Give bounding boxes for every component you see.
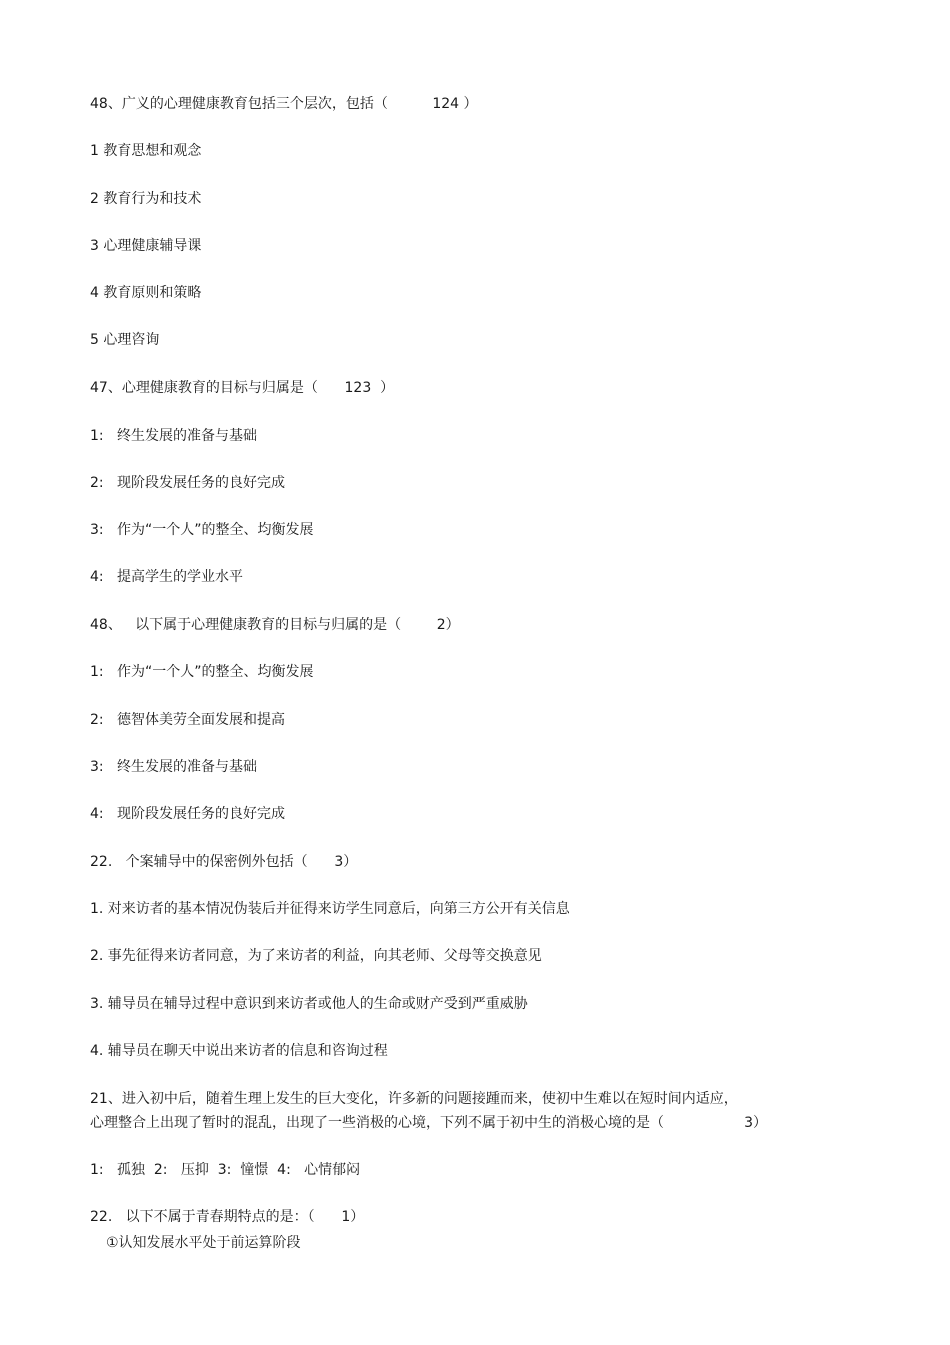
question-47-stem: 47、心理健康教育的目标与归属是（ 123 ） xyxy=(90,380,395,396)
question-21-stem-line-1: 21、进入初中后，随着生理上发生的巨大变化，许多新的问题接踵而来，使初中生难以在短时间内适应， xyxy=(90,1091,738,1107)
question-22b-stem: 22. 以下不属于青春期特点的是：（ 1） xyxy=(90,1209,365,1225)
question-48b-option-2: 2: 德智体美劳全面发展和提高 xyxy=(90,712,285,728)
question-22b-option-1: ①认知发展水平处于前运算阶段 xyxy=(106,1235,301,1251)
question-48b-option-3: 3: 终生发展的准备与基础 xyxy=(90,759,257,775)
question-22a-option-1: 1. 对来访者的基本情况伪装后并征得来访学生同意后，向第三方公开有关信息 xyxy=(90,901,570,917)
question-48a-stem: 48、广义的心理健康教育包括三个层次，包括（ 124 ） xyxy=(90,96,478,112)
question-22a-option-4: 4. 辅导员在聊天中说出来访者的信息和咨询过程 xyxy=(90,1043,388,1059)
question-48a-option-5: 5 心理咨询 xyxy=(90,332,160,348)
question-48b-stem: 48、 以下属于心理健康教育的目标与归属的是（ 2） xyxy=(90,617,460,633)
question-47-option-2: 2: 现阶段发展任务的良好完成 xyxy=(90,475,285,491)
question-47-option-1: 1: 终生发展的准备与基础 xyxy=(90,428,257,444)
question-22a-option-2: 2. 事先征得来访者同意，为了来访者的利益，向其老师、父母等交换意见 xyxy=(90,948,542,964)
question-47-option-4: 4: 提高学生的学业水平 xyxy=(90,569,243,585)
question-22a-stem: 22. 个案辅导中的保密例外包括（ 3） xyxy=(90,854,358,870)
question-22a-option-3: 3. 辅导员在辅导过程中意识到来访者或他人的生命或财产受到严重威胁 xyxy=(90,996,528,1012)
question-48a-option-4: 4 教育原则和策略 xyxy=(90,285,202,301)
question-48a-option-1: 1 教育思想和观念 xyxy=(90,143,202,159)
question-48b-option-4: 4: 现阶段发展任务的良好完成 xyxy=(90,806,285,822)
question-48b-option-1: 1: 作为“一个人”的整全、均衡发展 xyxy=(90,664,314,680)
question-48a-option-2: 2 教育行为和技术 xyxy=(90,191,202,207)
question-47-option-3: 3: 作为“一个人”的整全、均衡发展 xyxy=(90,522,314,538)
question-21-stem-line-2: 心理整合上出现了暂时的混乱，出现了一些消极的心境，下列不属于初中生的消极心境的是（ 3） xyxy=(90,1115,768,1131)
question-21-options: 1: 孤独 2: 压抑 3: 憧憬 4: 心情郁闷 xyxy=(90,1162,361,1178)
question-48a-option-3: 3 心理健康辅导课 xyxy=(90,238,202,254)
